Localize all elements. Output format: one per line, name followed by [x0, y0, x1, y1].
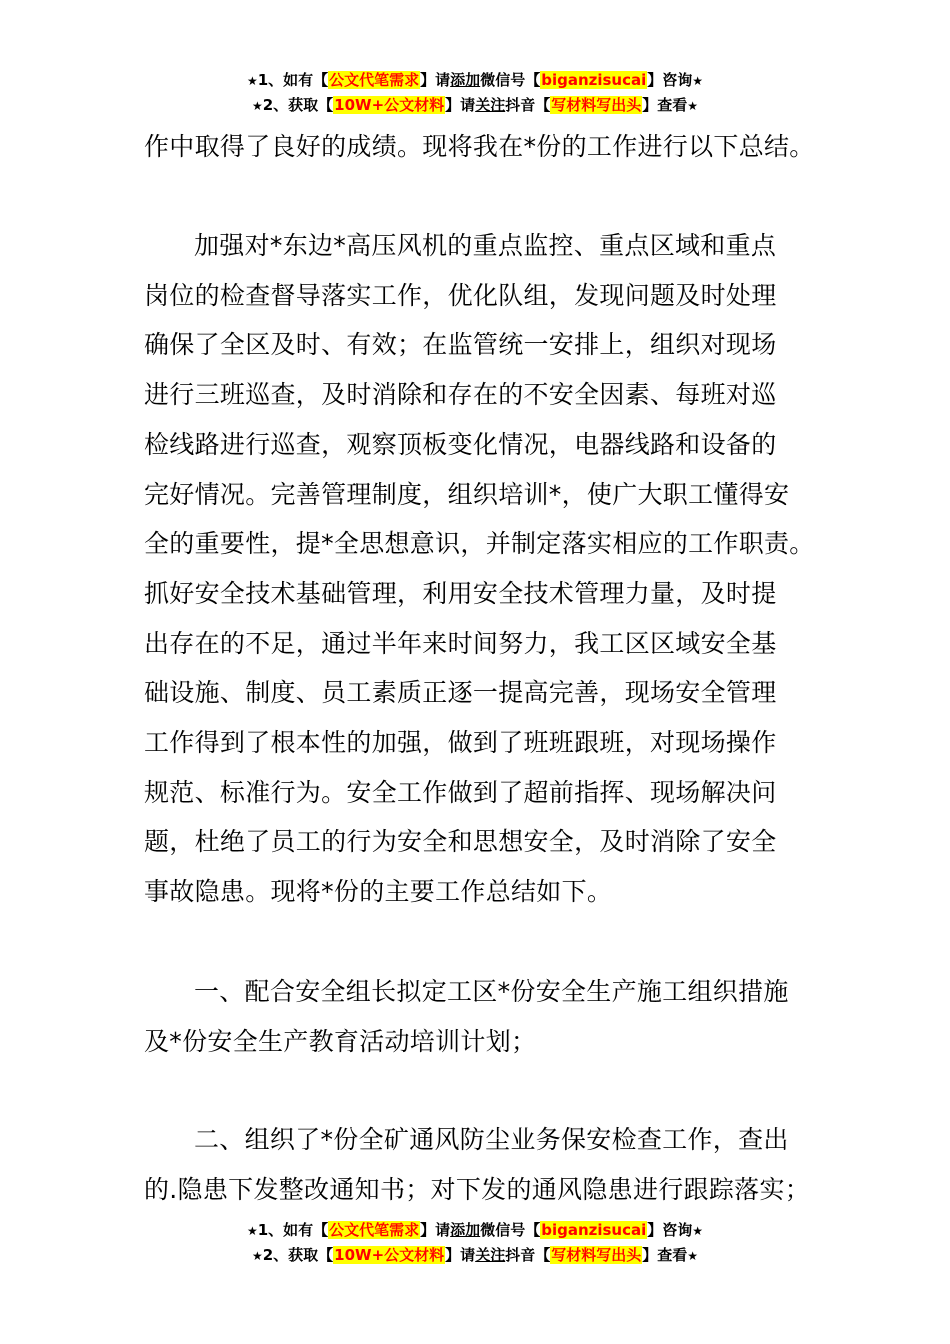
banner-text: 2、获取【 [262, 96, 334, 114]
text-line: 的.隐患下发整改通知书；对下发的通风隐患进行跟踪落实； [144, 1174, 811, 1204]
banner-underlined: 添加 [450, 71, 481, 89]
text-line: 二、组织了*份全矿通风防尘业务保安检查工作，查出 [194, 1125, 789, 1154]
star-icon: ★ [687, 1249, 699, 1263]
text-line: 全的重要性，提*全思想意识，并制定落实相应的工作职责。 [144, 529, 815, 559]
banner-text: 微信号【 [480, 71, 541, 89]
text-line: 进行三班巡查，及时消除和存在的不安全因素、每班对巡 [144, 380, 777, 410]
banner-highlight: biganzisucai [541, 1221, 647, 1239]
banner-text: 微信号【 [480, 1221, 541, 1239]
banner-text: 2、获取【 [262, 1246, 334, 1264]
text-line: 规范、标准行为。安全工作做到了超前指挥、现场解决问 [144, 777, 777, 807]
footer-banner [0, 1218, 950, 1268]
banner-highlight: 写材料写出头 [551, 1246, 642, 1264]
banner-text: 】请 [420, 71, 451, 89]
star-icon: ★ [246, 1224, 258, 1238]
banner-line-1 [0, 1218, 950, 1243]
banner-text: 】请 [445, 96, 476, 114]
text-line: 工作得到了根本性的加强，做到了班班跟班，对现场操作 [144, 728, 777, 758]
text-line: 确保了全区及时、有效；在监管统一安排上，组织对现场 [144, 330, 777, 360]
star-icon: ★ [687, 99, 699, 113]
text-line: 岗位的检查督导落实工作，优化队组，发现问题及时处理 [144, 280, 777, 310]
banner-line-2 [0, 93, 950, 118]
text-line: 作中取得了良好的成绩。现将我在*份的工作进行以下总结。 [144, 132, 815, 161]
text-line: 加强对*东边*高压风机的重点监控、重点区域和重点 [194, 231, 777, 260]
star-icon: ★ [246, 74, 258, 88]
text-line: 出存在的不足，通过半年来时间努力，我工区区域安全基 [144, 628, 777, 658]
banner-highlight: 10W+公文材料 [334, 96, 445, 114]
banner-text: 】请 [420, 1221, 451, 1239]
paragraph [144, 122, 815, 172]
text-line: 题，杜绝了员工的行为安全和思想安全，及时消除了安全 [144, 827, 777, 857]
header-banner [0, 68, 950, 118]
banner-text: 1、如有【 [257, 1221, 329, 1239]
banner-text: 1、如有【 [257, 71, 329, 89]
text-line: 及*份安全生产教育活动培训计划； [144, 1026, 537, 1056]
banner-text: 】咨询 [647, 1221, 693, 1239]
banner-text: 抖音【 [505, 96, 551, 114]
banner-underlined: 添加 [450, 1221, 481, 1239]
star-icon: ★ [692, 1224, 704, 1238]
banner-text: 】查看 [642, 96, 688, 114]
banner-underlined: 关注 [475, 96, 506, 114]
text-line: 础设施、制度、员工素质正逐一提高完善，现场安全管理 [144, 678, 777, 708]
banner-text: 】咨询 [647, 71, 693, 89]
paragraph [144, 967, 809, 1066]
paragraph [144, 1115, 809, 1214]
banner-text: 】请 [445, 1246, 476, 1264]
text-line: 完好情况。完善管理制度，组织培训*，使广大职工懂得安 [144, 479, 790, 509]
banner-highlight: biganzisucai [541, 71, 647, 89]
star-icon: ★ [692, 74, 704, 88]
text-line: 抓好安全技术基础管理，利用安全技术管理力量，及时提 [144, 578, 777, 608]
banner-text: 】查看 [642, 1246, 688, 1264]
banner-highlight: 写材料写出头 [551, 96, 642, 114]
banner-line-1 [0, 68, 950, 93]
banner-line-2 [0, 1243, 950, 1268]
text-line: 一、配合安全组长拟定工区*份安全生产施工组织措施 [194, 977, 789, 1006]
star-icon: ★ [251, 99, 263, 113]
text-line: 检线路进行巡查，观察顶板变化情况，电器线路和设备的 [144, 429, 777, 459]
banner-underlined: 关注 [475, 1246, 506, 1264]
star-icon: ★ [251, 1249, 263, 1263]
banner-highlight: 公文代笔需求 [329, 1221, 420, 1239]
banner-highlight: 公文代笔需求 [329, 71, 420, 89]
text-line: 事故隐患。现将*份的主要工作总结如下。 [144, 877, 613, 907]
banner-text: 抖音【 [505, 1246, 551, 1264]
banner-highlight: 10W+公文材料 [334, 1246, 445, 1264]
paragraph [144, 221, 815, 917]
